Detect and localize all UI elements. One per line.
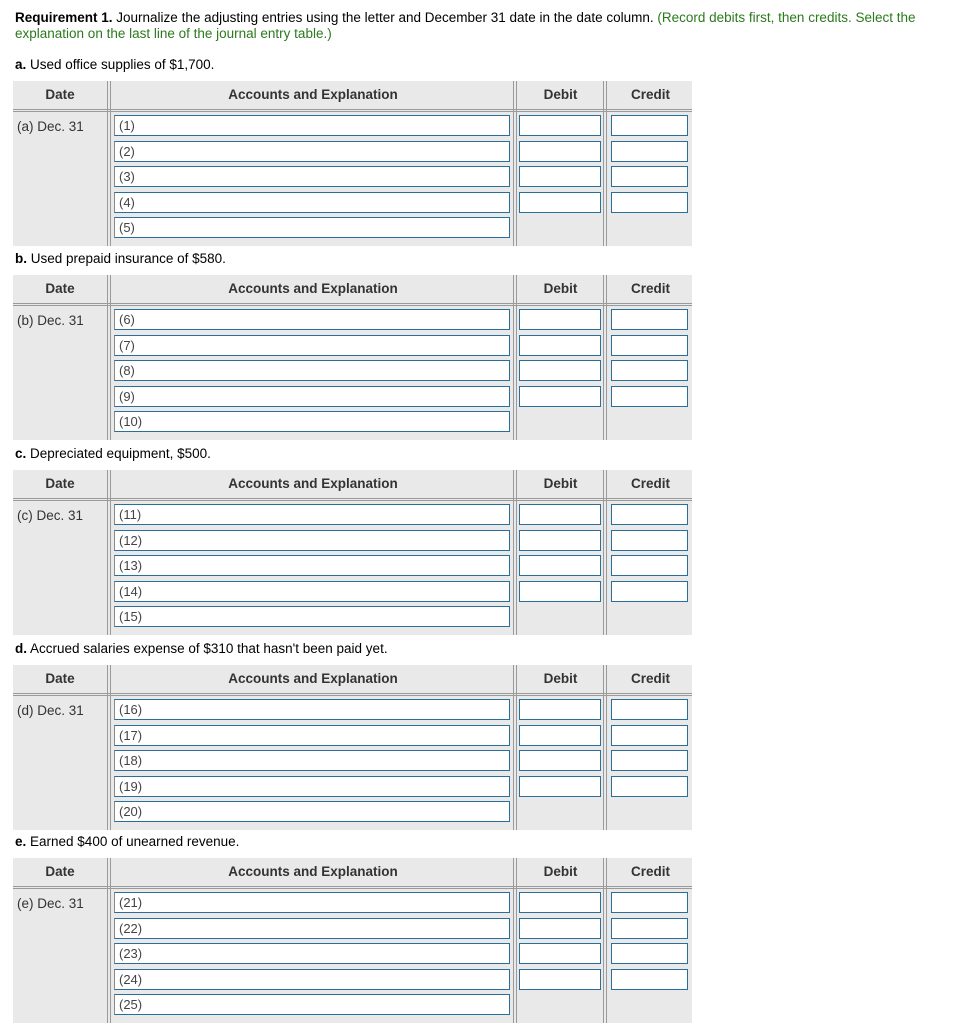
date-column-header: Date	[45, 87, 75, 102]
debit-input[interactable]	[519, 918, 601, 939]
entry-letter: c.	[15, 446, 27, 461]
debit-input[interactable]	[519, 335, 601, 356]
credit-input[interactable]	[611, 166, 688, 187]
credit-input[interactable]	[611, 115, 688, 136]
entry-description	[15, 250, 226, 268]
column-divider	[513, 858, 517, 1023]
entry-description	[15, 445, 211, 463]
account-input[interactable]	[114, 217, 510, 238]
debit-input[interactable]	[519, 750, 601, 771]
entry-text: Used office supplies of $1,700.	[26, 57, 215, 72]
account-input[interactable]	[114, 606, 510, 627]
debit-input[interactable]	[519, 166, 601, 187]
header-divider	[13, 886, 692, 889]
debit-input[interactable]	[519, 115, 601, 136]
account-input[interactable]	[114, 386, 510, 407]
debit-input[interactable]	[519, 192, 601, 213]
debit-input[interactable]	[519, 386, 601, 407]
column-divider	[603, 858, 607, 1023]
column-divider	[603, 665, 607, 830]
journal-table	[13, 858, 692, 1023]
line-number: (21)	[119, 895, 143, 910]
entry-description	[15, 833, 239, 851]
credit-input[interactable]	[611, 969, 688, 990]
line-number: (19)	[119, 778, 143, 794]
date-column-header: Date	[45, 864, 75, 879]
column-divider	[107, 275, 111, 440]
credit-input[interactable]	[611, 555, 688, 576]
column-divider	[513, 665, 517, 830]
column-divider	[603, 470, 607, 635]
line-number: (17)	[119, 727, 143, 743]
accounts-column-header: Accounts and Explanation	[228, 281, 398, 296]
credit-input[interactable]	[611, 892, 688, 913]
account-input[interactable]	[114, 994, 510, 1015]
credit-input[interactable]	[611, 309, 688, 330]
account-input[interactable]	[114, 943, 510, 964]
line-number: (12)	[119, 532, 143, 548]
table-header	[13, 81, 692, 109]
header-divider	[13, 303, 692, 306]
line-number: (4)	[119, 194, 135, 210]
debit-column-header: Debit	[543, 671, 578, 686]
credit-input[interactable]	[611, 335, 688, 356]
credit-input[interactable]	[611, 504, 688, 525]
account-input[interactable]	[114, 725, 510, 746]
table-header	[13, 470, 692, 498]
debit-input[interactable]	[519, 555, 601, 576]
table-header	[13, 858, 692, 886]
column-divider	[107, 470, 111, 635]
header-divider	[13, 693, 692, 696]
accounts-column-header: Accounts and Explanation	[228, 864, 398, 879]
debit-input[interactable]	[519, 699, 601, 720]
journal-table	[13, 470, 692, 635]
debit-input[interactable]	[519, 969, 601, 990]
column-divider	[513, 470, 517, 635]
credit-input[interactable]	[611, 141, 688, 162]
debit-input[interactable]	[519, 943, 601, 964]
table-header	[13, 665, 692, 693]
credit-input[interactable]	[611, 776, 688, 797]
line-number: (25)	[119, 997, 143, 1012]
date-column-header: Date	[45, 476, 75, 491]
credit-input[interactable]	[611, 192, 688, 213]
entry-text: Earned $400 of unearned revenue.	[26, 834, 240, 849]
credit-input[interactable]	[611, 699, 688, 720]
account-input[interactable]	[114, 555, 510, 576]
debit-column-header: Debit	[543, 864, 578, 879]
instructions	[15, 10, 950, 42]
account-input[interactable]	[114, 192, 510, 213]
credit-input[interactable]	[611, 943, 688, 964]
column-divider	[107, 665, 111, 830]
debit-input[interactable]	[519, 776, 601, 797]
debit-column-header: Debit	[543, 281, 578, 296]
line-number: (7)	[119, 337, 135, 353]
entry-letter: e.	[15, 834, 27, 849]
account-input[interactable]	[114, 892, 510, 913]
journal-table	[13, 665, 692, 830]
column-divider	[513, 275, 517, 440]
line-number: (20)	[119, 804, 143, 819]
entry-description	[15, 640, 388, 658]
requirement-text: Journalize the adjusting entries using the letter and December 31 date in the date column.	[112, 10, 658, 25]
account-input[interactable]	[114, 411, 510, 432]
column-divider	[603, 275, 607, 440]
debit-input[interactable]	[519, 309, 601, 330]
account-input[interactable]	[114, 581, 510, 602]
line-number: (22)	[119, 920, 143, 936]
entry-date: (a) Dec. 31	[17, 119, 84, 134]
date-column-header: Date	[45, 281, 75, 296]
entry-text: Depreciated equipment, $500.	[26, 446, 211, 461]
line-number: (13)	[119, 558, 143, 573]
header-divider	[13, 109, 692, 112]
account-input[interactable]	[114, 115, 510, 136]
credit-input[interactable]	[611, 725, 688, 746]
account-input[interactable]	[114, 360, 510, 381]
line-number: (1)	[119, 118, 135, 133]
credit-column-header: Credit	[630, 671, 670, 686]
credit-column-header: Credit	[630, 864, 670, 879]
requirement-hint: (Record debits first, then credits. Select the explanation on the last line of the journal entry table.)	[15, 10, 916, 41]
credit-column-header: Credit	[630, 87, 670, 102]
header-divider	[13, 498, 692, 501]
column-divider	[107, 858, 111, 1023]
debit-column-header: Debit	[543, 87, 578, 102]
accounts-column-header: Accounts and Explanation	[228, 476, 398, 491]
entry-date: (c) Dec. 31	[17, 508, 84, 523]
debit-input[interactable]	[519, 530, 601, 551]
journal-table	[13, 81, 692, 246]
column-divider	[107, 81, 111, 246]
account-input[interactable]	[114, 801, 510, 822]
credit-input[interactable]	[611, 918, 688, 939]
account-input[interactable]	[114, 530, 510, 551]
line-number: (16)	[119, 702, 143, 717]
debit-input[interactable]	[519, 504, 601, 525]
entry-letter: d.	[15, 641, 27, 656]
entry-letter: b.	[15, 251, 27, 266]
line-number: (15)	[119, 609, 143, 624]
account-input[interactable]	[114, 335, 510, 356]
account-input[interactable]	[114, 918, 510, 939]
entry-date: (b) Dec. 31	[17, 313, 84, 328]
line-number: (5)	[119, 220, 135, 235]
line-number: (18)	[119, 753, 143, 768]
credit-column-header: Credit	[630, 281, 670, 296]
account-input[interactable]	[114, 699, 510, 720]
table-header	[13, 275, 692, 303]
entry-text: Accrued salaries expense of $310 that hasn't been paid yet.	[27, 641, 388, 656]
credit-input[interactable]	[611, 386, 688, 407]
account-input[interactable]	[114, 776, 510, 797]
line-number: (24)	[119, 971, 143, 987]
accounts-column-header: Accounts and Explanation	[228, 671, 398, 686]
account-input[interactable]	[114, 141, 510, 162]
date-column-header: Date	[45, 671, 75, 686]
entry-text: Used prepaid insurance of $580.	[27, 251, 226, 266]
debit-input[interactable]	[519, 141, 601, 162]
entry-letter: a.	[15, 57, 27, 72]
line-number: (2)	[119, 143, 135, 159]
debit-input[interactable]	[519, 892, 601, 913]
column-divider	[513, 81, 517, 246]
account-input[interactable]	[114, 309, 510, 330]
credit-column-header: Credit	[630, 476, 670, 491]
entry-description	[15, 56, 214, 74]
debit-column-header: Debit	[543, 476, 578, 491]
line-number: (10)	[119, 414, 143, 429]
requirement-label: Requirement 1.	[15, 10, 113, 25]
line-number: (14)	[119, 583, 143, 599]
account-input[interactable]	[114, 750, 510, 771]
line-number: (11)	[119, 507, 142, 522]
credit-input[interactable]	[611, 750, 688, 771]
credit-input[interactable]	[611, 360, 688, 381]
entry-date: (e) Dec. 31	[17, 896, 84, 911]
entry-date: (d) Dec. 31	[17, 703, 84, 718]
account-input[interactable]	[114, 166, 510, 187]
line-number: (23)	[119, 946, 143, 961]
line-number: (9)	[119, 388, 135, 404]
line-number: (3)	[119, 169, 135, 184]
column-divider	[603, 81, 607, 246]
account-input[interactable]	[114, 504, 510, 525]
line-number: (8)	[119, 363, 135, 378]
credit-input[interactable]	[611, 581, 688, 602]
debit-input[interactable]	[519, 581, 601, 602]
account-input[interactable]	[114, 969, 510, 990]
debit-input[interactable]	[519, 360, 601, 381]
credit-input[interactable]	[611, 530, 688, 551]
debit-input[interactable]	[519, 725, 601, 746]
line-number: (6)	[119, 312, 135, 327]
accounts-column-header: Accounts and Explanation	[228, 87, 398, 102]
journal-table	[13, 275, 692, 440]
